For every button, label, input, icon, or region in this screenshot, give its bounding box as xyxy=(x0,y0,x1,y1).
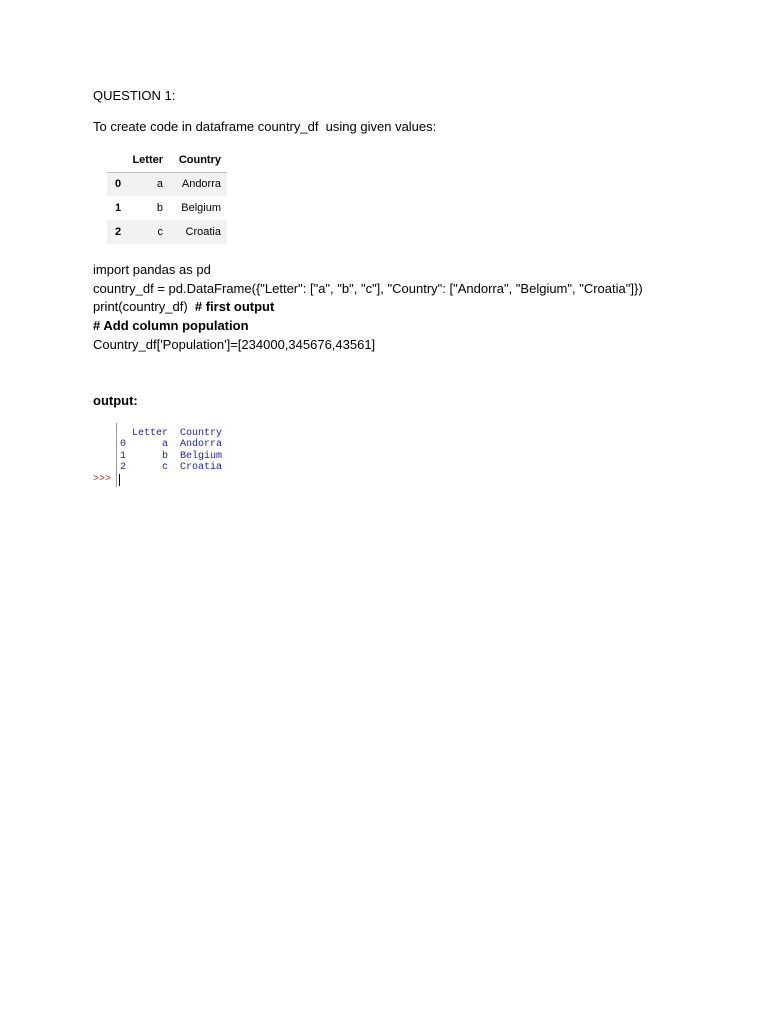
console-output-line: 0 a Andorra xyxy=(120,439,223,450)
instruction-text: To create code in dataframe country_df using given values: xyxy=(93,119,437,134)
dataframe-row xyxy=(107,172,227,196)
dataframe-column-header: Letter xyxy=(129,148,165,172)
dataframe-cell-country: Andorra xyxy=(181,178,221,191)
dataframe-cell-country: Croatia xyxy=(185,226,221,238)
dataframe-cell-letter: a xyxy=(156,178,163,191)
dataframe-cell-letter: b xyxy=(156,202,163,214)
dataframe-row-index: 0 xyxy=(115,178,122,191)
console-header-line: Letter Country xyxy=(120,428,223,439)
code-print-call: print(country_df) xyxy=(93,299,195,314)
dataframe-row-index: 1 xyxy=(115,202,122,214)
output-label: output: xyxy=(93,393,138,408)
dataframe-index-header xyxy=(107,148,129,172)
console-output-image xyxy=(93,423,253,488)
code-comment-add-column: # Add column population xyxy=(93,318,249,333)
console-prompt: >>> xyxy=(93,474,112,485)
code-line-print xyxy=(93,299,274,315)
console-gutter-line xyxy=(116,423,117,487)
question-heading: QUESTION 1: xyxy=(93,88,176,103)
code-line-dataframe: country_df = pd.DataFrame({"Letter": ["a", "b", "c"], "Country": ["Andorra", "Belgium", "Croatia"]}) xyxy=(93,281,643,296)
dataframe-table-image xyxy=(107,148,227,244)
dataframe-cell-country: Belgium xyxy=(181,202,221,214)
console-cursor xyxy=(119,474,120,486)
code-line-import: import pandas as pd xyxy=(93,262,211,277)
dataframe-cell-letter: c xyxy=(157,226,163,238)
dataframe-column-header: Country xyxy=(165,148,227,172)
code-line-population: Country_df['Population']=[234000,345676,43561] xyxy=(93,337,376,352)
dataframe-row xyxy=(107,220,227,244)
dataframe-row xyxy=(107,196,227,220)
code-comment-first-output: # first output xyxy=(194,299,275,314)
dataframe-header-row xyxy=(107,148,227,172)
console-output-line: 2 c Croatia xyxy=(120,462,223,473)
console-output-line: 1 b Belgium xyxy=(120,451,223,462)
dataframe-row-index: 2 xyxy=(115,226,122,238)
